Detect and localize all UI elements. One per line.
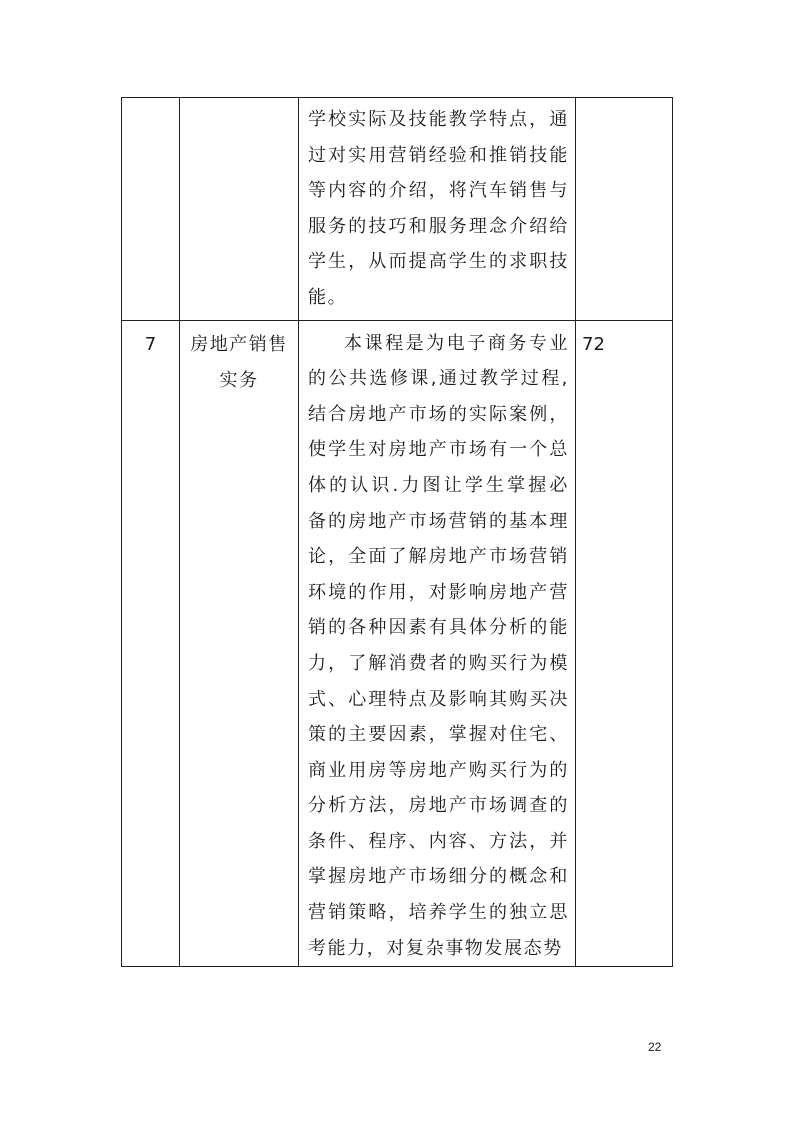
course-name-cell [180,320,299,967]
table-row [122,98,673,321]
course-name-cell [180,98,299,321]
course-hours: 72 [582,333,605,355]
table-row [122,320,673,967]
course-hours-cell [576,98,673,321]
course-table [121,97,673,967]
course-name: 房地产销售实务 [190,333,288,391]
page-number: 22 [648,1040,662,1054]
course-hours-cell [576,320,673,967]
course-number-cell [122,320,180,967]
course-number-cell [122,98,180,321]
course-description: 学校实际及技能教学特点，通过对实用营销经验和推销技能等内容的介绍，将汽车销售与服务的技巧和服务理念介绍给学生，从而提高学生的求职技能。 [308,109,569,308]
course-description: 本课程是为电子商务专业的公共选修课,通过教学过程,结合房地产市场的实际案例，使学生对房地产市场有一个总体的认识.力图让学生掌握必备的房地产市场营销的基本理论，全面了解房地产市场营销环境的作用，对影响房地产营销的各种因素有具体分析的能力，了解消费者的购买行为模式、心理特点及影响其购买决策的主要因素，掌握对住宅、商业用房等房地产购买行为的分析方法，房地产市场调查的条件、程序、内容、方法，并掌握房地产市场细分的概念和营销策略，培养学生的独立思考能力，对复杂事物发展态势 [308,332,569,959]
course-number: 7 [144,333,157,355]
course-description-cell [299,320,576,967]
course-description-cell [299,98,576,321]
